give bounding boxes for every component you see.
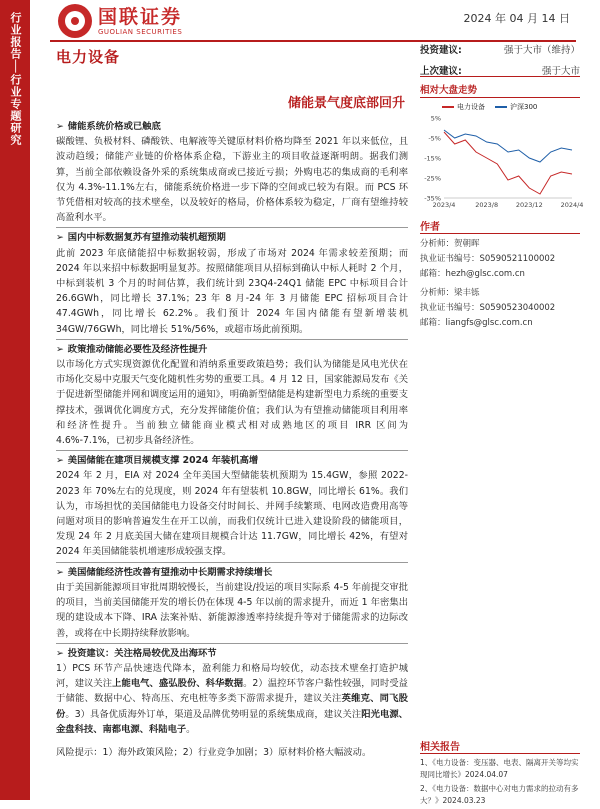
y-tick-label: -25% xyxy=(424,174,441,183)
y-tick-label: 5% xyxy=(430,114,441,123)
last-rating-label: 上次建议: xyxy=(420,66,462,77)
logo-name-cn: 国联证券 xyxy=(98,6,183,28)
relative-trend-chart xyxy=(420,82,584,216)
trend-title: 相对大盘走势 xyxy=(420,82,580,98)
section-heading: ➢ 储能系统价格或已触底 xyxy=(56,119,408,134)
last-rating-value: 强于大市 xyxy=(541,66,580,77)
y-tick-label: -5% xyxy=(428,134,441,143)
report-body xyxy=(56,118,408,760)
x-tick-label: 2023/8 xyxy=(475,201,499,209)
x-tick-label: 2023/4 xyxy=(432,201,456,209)
x-tick-label: 2023/12 xyxy=(515,201,543,209)
section-heading: ➢ 投资建议：关注格局较优及出海环节 xyxy=(56,646,408,661)
section-heading: ➢ 美国储能在建项目规模支撑 2024 年装机高增 xyxy=(56,453,408,468)
author-line: 邮箱：liangfs@glsc.com.cn xyxy=(420,318,533,328)
section-text: 以市场化方式实现资源优化配置和消纳系重要政策趋势；我们认为储能是风电光伏在市场化交易中克服天气变化随机性劣势的重要工具。4 月 12 日，国家能源局发布《关于促进新型储能并网和调度运用的通知》，明确新型储能是构建新型电力系统的重要支撑技术，强调优化调度方式，充分发挥储能价值；我们认为有望推动储能项目利用率和经济性提升。当前独立储能商业模式相对成熟地区的项目 IRR 区间为 4.6%-7.1%，已初步具备经济性。 xyxy=(56,359,409,447)
section-heading: ➢ 政策推动储能必要性及经济性提升 xyxy=(56,342,408,357)
section-heading: ➢ 国内中标数据复苏有望推动装机超预期 xyxy=(56,230,408,245)
author-block xyxy=(420,218,580,331)
x-tick-label: 2024/4 xyxy=(560,201,584,209)
chart-legend xyxy=(442,102,580,112)
section-text: 由于美国新能源项目审批周期较慢长，当前建设/投运的项目实际系 4-5 年前提交审批的项目，当前美国储能开发的增长仍在体现 4-5 年以前的需求提升，而近 1 年密集出现的建设成本下降、IRA 法案补贴、新能源渗透率持续提升等对于储能需求的边际改善，或将在中长期持续释放影响。 xyxy=(56,581,408,639)
author-line: 邮箱：hezh@glsc.com.cn xyxy=(420,269,525,279)
invest-label: 投资建议: xyxy=(420,45,462,56)
logo-name-en: GUOLIAN SECURITIES xyxy=(98,28,183,36)
y-tick-label: -15% xyxy=(424,154,441,163)
series-line-1 xyxy=(444,132,572,194)
author-line: 执业证书编号：S0590523040002 xyxy=(420,303,556,313)
author-line: 分析师：梁丰铄 xyxy=(420,288,480,298)
author-line: 分析师：贺朝晖 xyxy=(420,239,480,249)
section-text: 碳酸锂、负极材料、磷酸铁、电解液等关键原材料价格均降至 2021 年以来低位，且波动趋缓；储能产业链的价格体系企稳，下游业主的项目收益逐渐明朗。据我们测算，当前全部依赖设备外采的系统集成商或已接近亏损；外购电芯的集成商的毛利率仅为 4.3%-11.1%左右，储能系统价格进一步下降的空间或已较为有限。而 PCS 环节凭借相对较高的技术壁垒，以及较好的格局，价格体系较为稳定，厂商有望维持较高盈利水平。 xyxy=(56,136,408,224)
report-date: 2024 年 04 月 14 日 xyxy=(463,12,570,25)
rating-divider xyxy=(420,76,580,77)
related-report-item[interactable]: 1、《电力设备：变压器、电表、隔离开关等均实现同比增长》2024.04.07 xyxy=(420,758,579,779)
risk-warning: 风险提示：1）海外政策风险；2）行业竞争加剧；3）原材料价格大幅波动。 xyxy=(56,746,372,758)
related-reports xyxy=(420,738,580,809)
related-report-item[interactable]: 2、《电力设备：数据中心对电力需求的拉动有多大？》2024.03.23 xyxy=(420,784,579,805)
company-logo xyxy=(58,4,182,38)
section-text: 1）PCS 环节产品快速迭代降本，盈利能力和格局均较优，动态技术壁垒打造护城河，建议关注上能电气、盛弘股份、科华数据。2）温控环节客户黏性较强，同时受益于储能、数据中心、特高压、充电桩等多类下游需求提升，建议关注英维克、同飞股份。3）具备优质海外订单，渠道及品牌优势明显的系统集成商，建议关注阳光电源、金盘科技、南都电源、科陆电子。 xyxy=(56,662,408,735)
related-heading: 相关报告 xyxy=(420,738,580,754)
author-line: 执业证书编号：S0590521100002 xyxy=(420,254,556,264)
author-heading: 作者 xyxy=(420,218,580,234)
legend-item-1: 电力设备 xyxy=(442,102,485,112)
section-text: 2024 年 2 月，EIA 对 2024 全年美国大型储能装机预期为 15.4GW，参照 2022-2023 年 70%左右的兑现度，则 2024 年有望装机 10.8GW，同比增长 61%。我们认为，市场担忧的美国储能电力设备交付时间长、并网手续繁琐、电网改造费用高等问题对项目的影响普遍发生在开工以前，而我们仅统计已进入建设阶段的储能项目，发现 24 年 2 月底美国大储在建项目规模合计达 11.7GW，同比增长 42%，有望对 2024 年美国储能装机增速形成较强支撑。 xyxy=(56,470,408,558)
series-line-2 xyxy=(444,130,572,162)
report-title: 储能景气度底部回升 xyxy=(287,96,405,111)
section-heading: ➢ 美国储能经济性改善有望推动中长期需求持续增长 xyxy=(56,565,408,580)
invest-value: 强于大市（维持） xyxy=(503,45,580,56)
sidebar-band xyxy=(0,0,30,800)
section-text: 此前 2023 年底储能招中标数据较弱，形成了市场对 2024 年需求较差预期；而 2024 年以来招中标数据明显复苏。按照储能项目从招标到确认中标人耗时 2 个月，中标到装机 3 个月的时间估算，我们统计到 23Q4-24Q1 储能 EPC 中标项目合计 26.6GWh，同比增长 37.1%；23 年 8 月-24 年 3 月储能 EPC 招标项目合计 47.4GWh，同比增长 62.2%。我们预计 2024 年国内储能有望新增装机 34GW/76GWh，同比增长 51%/56%，或超市场此前预期。 xyxy=(56,247,408,335)
logo-icon xyxy=(58,4,92,38)
trend-plot xyxy=(420,112,584,212)
y-tick-label: -35% xyxy=(424,194,441,203)
industry-name: 电力设备 xyxy=(56,48,121,66)
rating-block xyxy=(420,42,580,84)
legend-item-2: 沪深300 xyxy=(495,102,537,112)
report-type-label: 行业报告│行业专题研究 xyxy=(9,12,22,146)
